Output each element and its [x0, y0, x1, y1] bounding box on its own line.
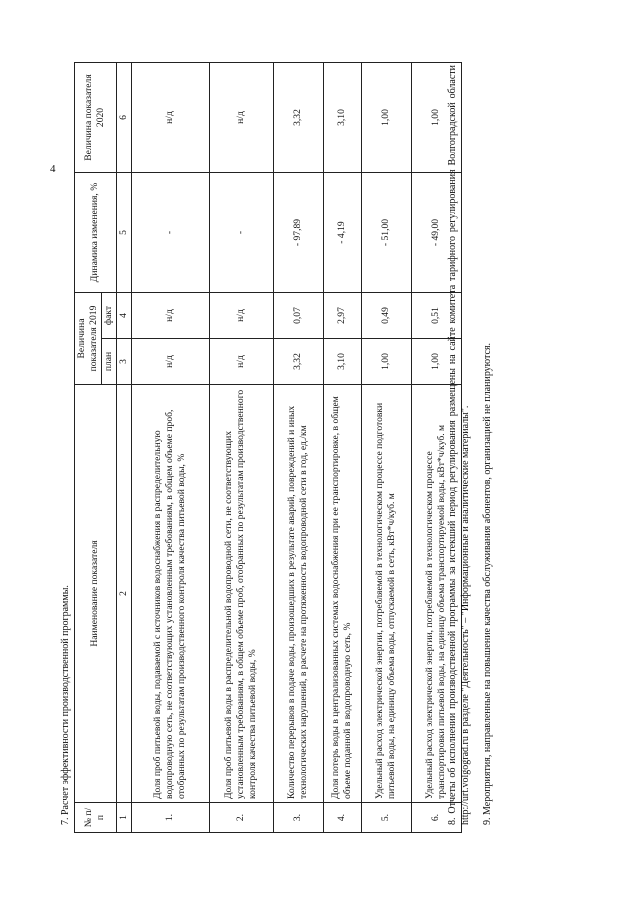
- row-fact: 2,97: [323, 292, 361, 338]
- row-value-2020: н/д: [131, 62, 209, 172]
- row-plan: н/д: [131, 339, 209, 385]
- table-row: [323, 62, 361, 832]
- table-row: [131, 62, 209, 832]
- table-row: [209, 62, 273, 832]
- row-name: Доля проб питьевой воды, подаваемой с источников водоснабжения в распределительную водопроводную сеть, не соответствующих установленным требованиям, в общем объеме проб, отобранных по результатам производственного контроля качества питьевой воды, %: [131, 385, 209, 803]
- row-value-2020: 1,00: [411, 62, 461, 172]
- row-num: 3.: [273, 803, 323, 833]
- row-name: Доля проб питьевой воды в распределительной водопроводной сети, не соответствующих установленным требованиям, в общем объеме проб, отобранных по результатам производственного контроля качества питьевой воды, %: [209, 385, 273, 803]
- row-num: 5.: [361, 803, 411, 833]
- col-number: 2: [116, 385, 131, 803]
- col-number: 6: [116, 62, 131, 172]
- table-row: [361, 62, 411, 832]
- row-fact: н/д: [209, 292, 273, 338]
- table-row: [273, 62, 323, 832]
- row-plan: 1,00: [411, 339, 461, 385]
- row-name: Доля потерь воды в централизованных системах водоснабжения при ее транспортировке, в общем объеме поданной в водопроводную сеть, %: [323, 385, 361, 803]
- row-name: Удельный расход электрической энергии, потребляемой в технологическом процессе транспортировки питьевой воды, на единицу объема транспортируемой воды, кВт*ч/куб. м: [411, 385, 461, 803]
- section-7-title: 7. Расчет эффективности производственной программы.: [60, 585, 71, 825]
- row-dynamics: - 4,19: [323, 172, 361, 292]
- row-dynamics: - 51,00: [361, 172, 411, 292]
- header-dynamics: Динамика изменения, %: [75, 172, 117, 292]
- row-num: 6.: [411, 803, 461, 833]
- header-value-2019: Величина показателя 2019: [75, 292, 102, 384]
- efficiency-table: [74, 62, 462, 833]
- row-num: 2.: [209, 803, 273, 833]
- header-num: № п/п: [75, 803, 117, 833]
- row-value-2020: 3,10: [323, 62, 361, 172]
- row-plan: н/д: [209, 339, 273, 385]
- header-value-2020: Величина показателя 2020: [75, 62, 117, 172]
- row-fact: 0,51: [411, 292, 461, 338]
- col-number: 4: [116, 292, 131, 338]
- row-value-2020: н/д: [209, 62, 273, 172]
- row-value-2020: 1,00: [361, 62, 411, 172]
- row-num: 4.: [323, 803, 361, 833]
- row-value-2020: 3,32: [273, 62, 323, 172]
- notes: [446, 65, 503, 825]
- row-name: Количество перерывов в подаче воды, произошедших в результате аварий, повреждений и иных технологических нарушений, в расчете на протяженность водопроводной сети в год, ед./км: [273, 385, 323, 803]
- row-fact: 0,49: [361, 292, 411, 338]
- row-fact: н/д: [131, 292, 209, 338]
- row-num: 1.: [131, 803, 209, 833]
- header-fact: факт: [101, 292, 116, 338]
- row-name: Удельный расход электрической энергии, потребляемой в технологическом процессе подготовки питьевой воды, на единицу объема воды, отпускаемой в сеть, кВт*ч/куб. м: [361, 385, 411, 803]
- row-fact: 0,07: [273, 292, 323, 338]
- row-dynamics: - 49,00: [411, 172, 461, 292]
- row-dynamics: - 97,89: [273, 172, 323, 292]
- page-number: 4: [50, 163, 56, 175]
- row-dynamics: -: [131, 172, 209, 292]
- note-9: 9. Мероприятия, направленные на повышение качества обслуживания абонентов, организацией не планируются.: [482, 342, 493, 825]
- header-name: Наименование показателя: [75, 385, 117, 803]
- row-plan: 1,00: [361, 339, 411, 385]
- row-plan: 3,10: [323, 339, 361, 385]
- row-plan: 3,32: [273, 339, 323, 385]
- col-number: 1: [116, 803, 131, 833]
- col-number: 5: [116, 172, 131, 292]
- col-number: 3: [116, 339, 131, 385]
- header-plan: план: [101, 339, 116, 385]
- row-dynamics: -: [209, 172, 273, 292]
- note-8: 8. Отчеты об исполнении производственной программы за истекший период регулирования размещены на сайте комитета тарифного регулирования Волгоградской области http://urt.volgograd.ru в разделе "Деятельность" – "Информационные и аналитические материалы".: [447, 65, 471, 825]
